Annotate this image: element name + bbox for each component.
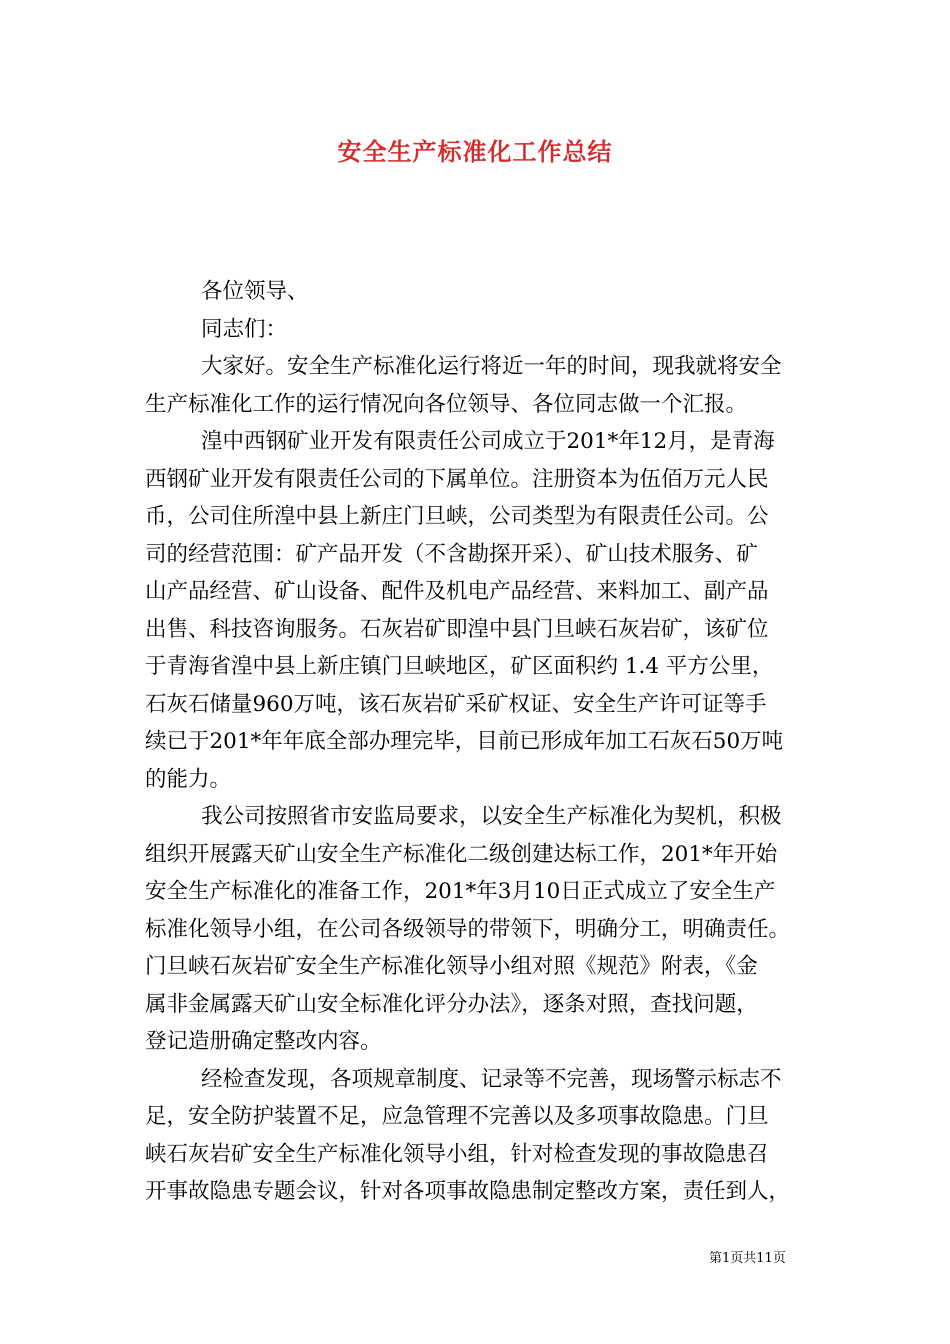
document-body <box>145 273 810 1211</box>
page-footer: 第1页共11页 <box>709 1251 786 1266</box>
text-line: 于青海省湟中县上新庄镇门旦峡地区，矿区面积约 1.4 平方公里， <box>145 654 774 679</box>
text-line: 我公司按照省市安监局要求，以安全生产标准化为契机，积极 <box>201 804 782 829</box>
text-line: 登记造册确定整改内容。 <box>145 1029 382 1054</box>
text-line: 湟中西钢矿业开发有限责任公司成立于201*年12月，是青海 <box>201 429 775 454</box>
text-line: 足，安全防护装置不足，应急管理不完善以及多项事故隐患。门旦 <box>145 1104 769 1129</box>
text-line: 续已于201*年年底全部办理完毕，目前已形成年加工石灰石50万吨 <box>145 729 784 754</box>
text-line: 峡石灰岩矿安全生产标准化领导小组，针对检查发现的事故隐患召 <box>145 1141 769 1167</box>
document-title: 安全生产标准化工作总结 <box>337 137 613 166</box>
text-line: 石灰石储量960万吨，该石灰岩矿采矿权证、安全生产许可证等手 <box>145 691 767 717</box>
text-line: 各位领导、 <box>201 279 309 304</box>
text-line: 属非金属露天矿山安全标准化评分办法》，逐条对照，查找问题， <box>145 991 758 1017</box>
text-line: 组织开展露天矿山安全生产标准化二级创建达标工作，201*年开始 <box>145 841 778 867</box>
text-line: 大家好。安全生产标准化运行将近一年的时间，现我就将安全 <box>201 354 782 379</box>
text-line: 币，公司住所湟中县上新庄门旦峡，公司类型为有限责任公司。公 <box>145 504 769 529</box>
text-line: 同志们： <box>201 316 288 342</box>
text-line: 标准化领导小组，在公司各级领导的带领下，明确分工，明确责任。 <box>145 916 791 942</box>
text-line: 安全生产标准化的准备工作，201*年3月10日正式成立了安全生产 <box>145 879 776 904</box>
text-line: 西钢矿业开发有限责任公司的下属单位。注册资本为伍佰万元人民 <box>145 466 769 492</box>
text-line: 开事故隐患专题会议，针对各项事故隐患制定整改方案，责任到人， <box>145 1179 791 1204</box>
text-line: 出售、科技咨询服务。石灰岩矿即湟中县门旦峡石灰岩矿，该矿位 <box>145 616 769 642</box>
text-line: 的能力。 <box>145 766 232 792</box>
text-line: 门旦峡石灰岩矿安全生产标准化领导小组对照《规范》附表，《金 <box>145 954 758 979</box>
text-line: 山产品经营、矿山设备、配件及机电产品经营、来料加工、副产品 <box>145 579 769 604</box>
text-line: 司的经营范围：矿产品开发（不含勘探开采）、矿山技术服务、矿 <box>145 541 758 567</box>
text-line: 生产标准化工作的运行情况向各位领导、各位同志做一个汇报。 <box>145 391 748 417</box>
text-line: 经检查发现，各项规章制度、记录等不完善，现场警示标志不 <box>201 1066 782 1092</box>
